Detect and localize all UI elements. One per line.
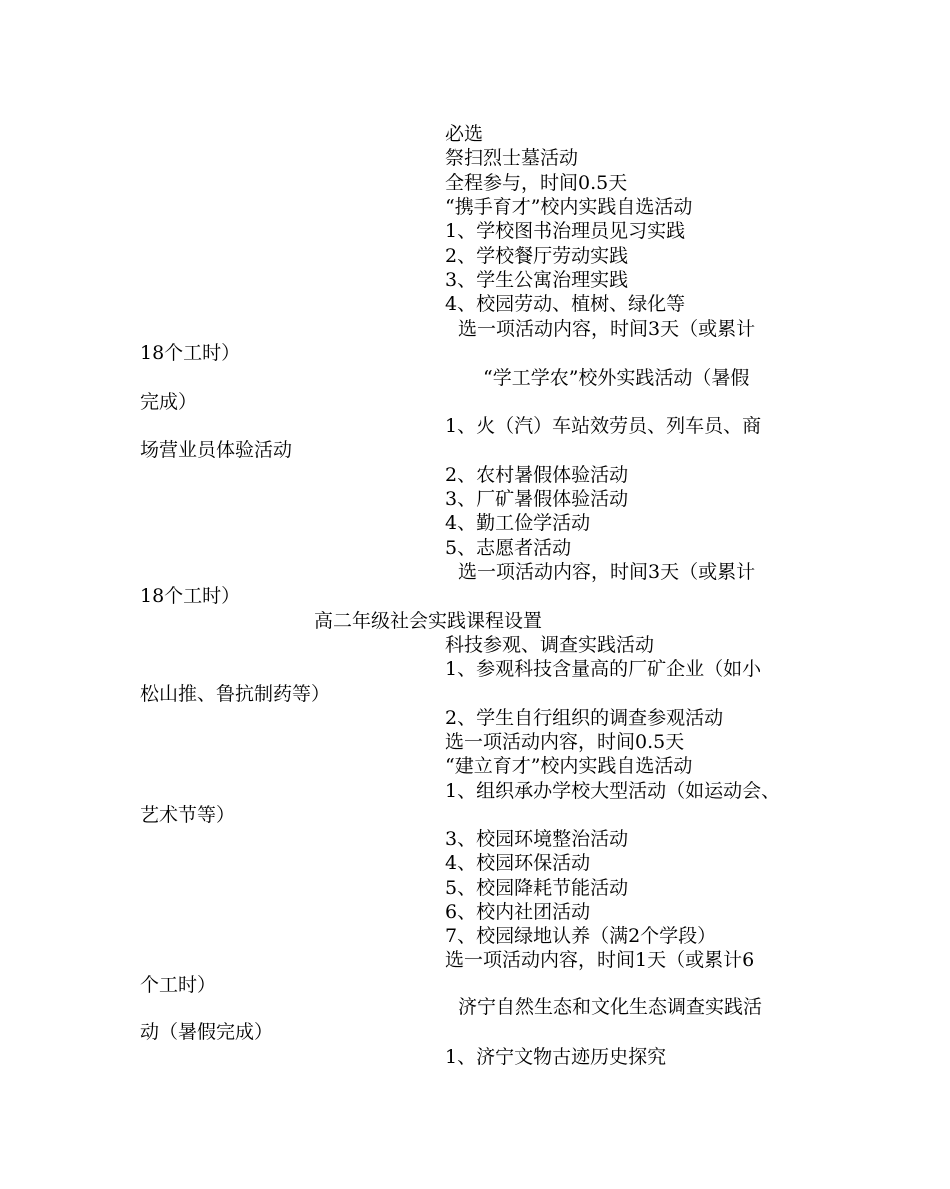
text-line: “携手育才”校内实践自选活动: [445, 196, 693, 218]
text-line: 1、组织承办学校大型活动（如运动会、: [445, 780, 781, 802]
text-line: 全程参与，时间0.5天: [445, 172, 628, 194]
text-line: 1、参观科技含量高的厂矿企业（如小: [445, 658, 762, 680]
text-line: 个工时）: [140, 974, 217, 996]
text-line: 艺术节等）: [140, 804, 236, 826]
text-line: 3、学生公寓治理实践: [445, 269, 629, 291]
text-line: 科技参观、调查实践活动: [445, 634, 655, 656]
text-line: 1、学校图书治理员见习实践: [445, 220, 686, 242]
text-line: 场营业员体验活动: [140, 439, 293, 461]
text-line: 选一项活动内容，时间1天（或累计6: [445, 949, 755, 971]
text-line: 选一项活动内容，时间3天（或累计: [458, 561, 756, 583]
text-line: 5、校园降耗节能活动: [445, 877, 629, 899]
text-line: 2、学生自行组织的调查参观活动: [445, 707, 724, 729]
text-line: 6、校内社团活动: [445, 901, 591, 923]
text-line: 3、校园环境整治活动: [445, 828, 629, 850]
text-line: 5、志愿者活动: [445, 537, 572, 559]
text-line: 2、学校餐厅劳动实践: [445, 245, 629, 267]
text-line: 18个工时）: [140, 585, 241, 607]
text-line: 济宁自然生态和文化生态调查实践活: [458, 996, 763, 1018]
text-line: 2、农村暑假体验活动: [445, 464, 629, 486]
text-line: 4、校园环保活动: [445, 852, 591, 874]
text-line: 松山推、鲁抗制药等）: [140, 683, 331, 705]
text-line: 选一项活动内容，时间0.5天: [445, 731, 685, 753]
text-line: “建立育才”校内实践自选活动: [445, 755, 693, 777]
text-line: 动（暑假完成）: [140, 1021, 274, 1043]
text-line: 完成）: [140, 391, 198, 413]
text-line: 祭扫烈士墓活动: [445, 147, 579, 169]
text-line: 必选: [445, 123, 484, 145]
text-line: 4、勤工俭学活动: [445, 512, 591, 534]
text-line: 18个工时）: [140, 342, 241, 364]
text-line: 3、厂矿暑假体验活动: [445, 488, 629, 510]
section-heading: 高二年级社会实践课程设置: [314, 610, 543, 632]
text-line: 4、校园劳动、植树、绿化等: [445, 293, 686, 315]
text-line: “学工学农”校外实践活动（暑假: [483, 367, 750, 389]
text-line: 1、济宁文物古迹历史探究: [445, 1046, 667, 1068]
text-line: 7、校园绿地认养（满2个学段）: [445, 925, 717, 947]
text-line: 选一项活动内容，时间3天（或累计: [458, 318, 756, 340]
text-line: 1、火（汽）车站效劳员、列车员、商: [445, 415, 762, 437]
